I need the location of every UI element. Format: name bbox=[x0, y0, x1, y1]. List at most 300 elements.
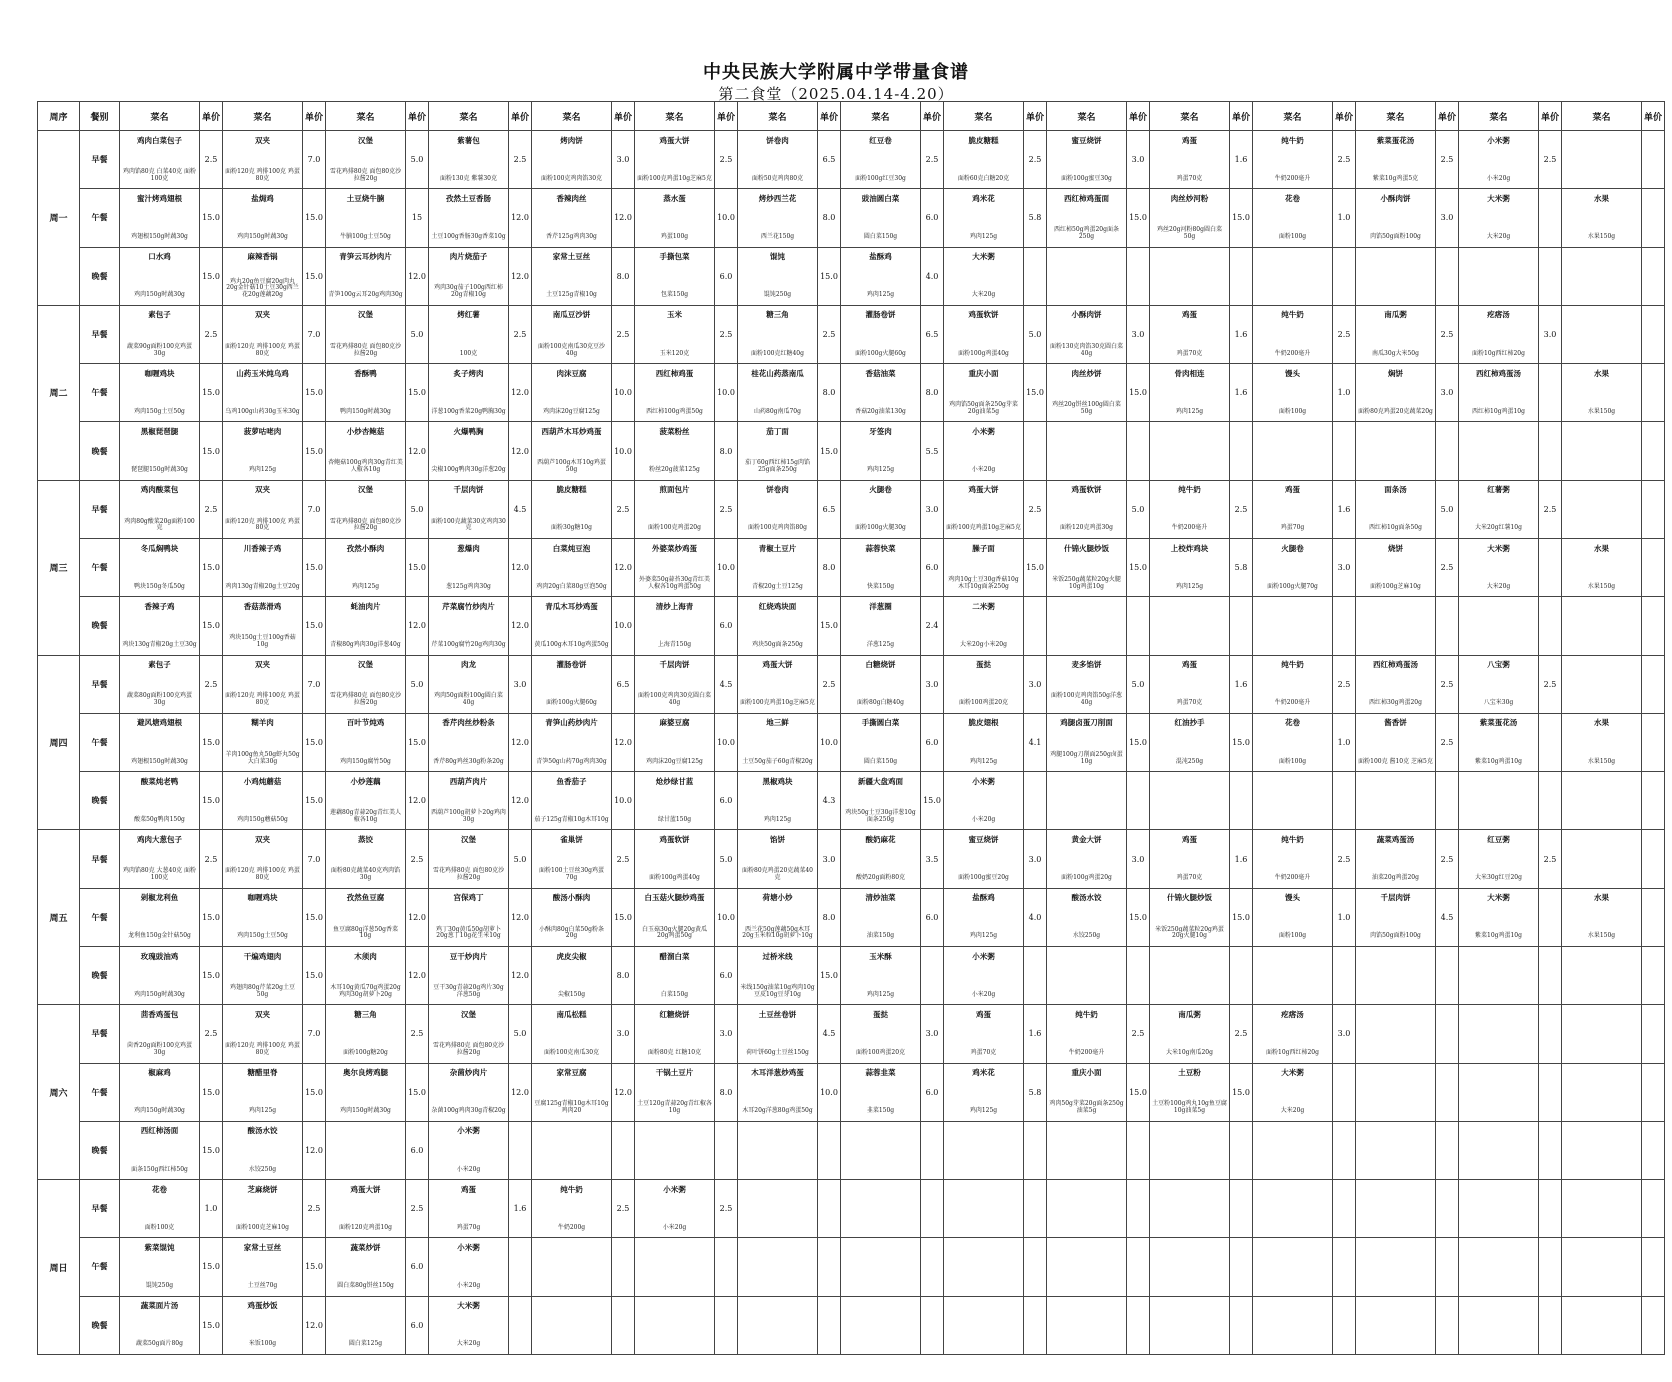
dish-cell bbox=[429, 189, 509, 247]
dish-cell bbox=[944, 247, 1024, 305]
table-row bbox=[38, 1005, 1665, 1063]
dish-cell bbox=[841, 1296, 921, 1354]
dish-price: 2.5 bbox=[200, 480, 223, 538]
dish-ingredients: 牛奶200毫升 bbox=[1274, 349, 1311, 357]
dish-price bbox=[1127, 247, 1150, 305]
dish-cell bbox=[944, 1238, 1024, 1296]
dish-cell bbox=[223, 1005, 303, 1063]
dish-name bbox=[1459, 1181, 1538, 1186]
dish-name: 香辣子鸡 bbox=[144, 601, 175, 611]
dish-ingredients: 土豆125g青椒10g bbox=[546, 291, 597, 299]
dish-ingredients: 洋葱100g香菜20g鸭胸30g bbox=[431, 407, 506, 415]
dish-ingredients: 西葫芦100g胡萝卜20g鸡肉30g bbox=[431, 808, 506, 823]
dish-name: 麻婆豆腐 bbox=[659, 718, 690, 728]
dish-ingredients bbox=[1562, 1290, 1641, 1295]
dish-ingredients: 鸡肉馅50g面条250g芽菜20g油菜5g bbox=[949, 400, 1018, 415]
dish-cell bbox=[120, 772, 200, 830]
dish-name: 水果 bbox=[1594, 893, 1609, 903]
dish-ingredients: 面粉100克芝麻10g bbox=[236, 1223, 289, 1231]
dish-name: 肉丝炒河粉 bbox=[1170, 193, 1209, 203]
dish-ingredients: 鸡丁30g黄瓜50g胡萝卜20g葱丁10g花生米10g bbox=[436, 925, 501, 940]
dish-cell bbox=[1356, 713, 1436, 771]
dish-cell bbox=[944, 888, 1024, 946]
dish-ingredients: 面粉100克红糖40g bbox=[751, 349, 804, 357]
dish-ingredients: 面粉10g西红柿20g bbox=[1266, 1048, 1319, 1056]
dish-price: 1.0 bbox=[1333, 189, 1356, 247]
header-price: 单价 bbox=[818, 102, 841, 131]
dish-name: 大米粥 bbox=[1281, 1068, 1304, 1078]
dish-cell bbox=[738, 131, 818, 189]
dish-name: 白糖烧饼 bbox=[865, 660, 896, 670]
dish-ingredients: 鸡肉125g bbox=[351, 582, 380, 590]
dish-ingredients bbox=[841, 1348, 920, 1353]
dish-name: 小炒莲藕 bbox=[350, 776, 381, 786]
dish-price: 15.0 bbox=[406, 364, 429, 422]
dish-cell bbox=[841, 946, 921, 1004]
dish-name bbox=[1562, 248, 1641, 253]
dish-cell bbox=[1253, 888, 1333, 946]
dish-price: 2.5 bbox=[1127, 1005, 1150, 1063]
dish-ingredients: 雪花鸡排80克 面包80克沙拉酱20g bbox=[432, 1042, 505, 1056]
dish-ingredients: 鸡肉馅80克 大葱40克 面粉100克 bbox=[122, 867, 197, 882]
dish-cell bbox=[738, 713, 818, 771]
dish-cell bbox=[944, 655, 1024, 713]
dish-name bbox=[841, 1239, 920, 1244]
dish-ingredients: 鸡翅根150g时蔬30g bbox=[131, 757, 188, 765]
dish-price: 1.6 bbox=[1333, 480, 1356, 538]
dish-price bbox=[1127, 597, 1150, 655]
dish-cell bbox=[326, 364, 406, 422]
dish-ingredients: 蔬菜90g面粉100克鸡蛋30g bbox=[127, 342, 192, 357]
dish-ingredients: 香菇20g油菜130g bbox=[855, 407, 906, 415]
dish-ingredients: 大米20g bbox=[1486, 233, 1511, 241]
dish-ingredients: 米饭250g蔬菜粒20g鸡蛋20g火腿10g bbox=[1155, 925, 1224, 940]
dish-name bbox=[1047, 773, 1126, 778]
dish-ingredients: 杂菌100g鸡肉30g青椒20g bbox=[431, 1107, 506, 1115]
dish-name: 鸡米花 bbox=[972, 193, 995, 203]
dish-cell bbox=[532, 713, 612, 771]
dish-cell bbox=[223, 946, 303, 1004]
dish-ingredients: 鸡肉50g芽菜20g面条250g油菜5g bbox=[1049, 1100, 1124, 1115]
meal-label: 早餐 bbox=[80, 480, 120, 538]
dish-price: 15.0 bbox=[303, 1063, 326, 1121]
dish-price bbox=[1642, 1063, 1665, 1121]
dish-cell bbox=[1356, 1180, 1436, 1238]
dish-cell bbox=[1253, 480, 1333, 538]
dish-cell bbox=[738, 247, 818, 305]
dish-cell bbox=[1047, 1296, 1127, 1354]
dish-cell bbox=[532, 946, 612, 1004]
dish-ingredients bbox=[1356, 1348, 1435, 1353]
dish-name: 蚝油肉片 bbox=[350, 601, 381, 611]
dish-name bbox=[1562, 306, 1641, 311]
dish-ingredients: 鸡肉150g蘑菇50g bbox=[237, 815, 288, 823]
dish-ingredients bbox=[841, 1173, 920, 1178]
dish-ingredients bbox=[1356, 649, 1435, 654]
dish-cell bbox=[1356, 946, 1436, 1004]
dish-cell bbox=[1562, 247, 1642, 305]
dish-cell bbox=[635, 597, 715, 655]
dish-cell bbox=[1562, 538, 1642, 596]
dish-name: 奥尔良烤鸡腿 bbox=[343, 1068, 388, 1078]
dish-cell bbox=[1047, 189, 1127, 247]
table-row bbox=[38, 1063, 1665, 1121]
dish-price: 6.0 bbox=[921, 888, 944, 946]
dish-ingredients: 米饭100g bbox=[248, 1340, 277, 1348]
meal-label: 晚餐 bbox=[80, 946, 120, 1004]
dish-name bbox=[1047, 1239, 1126, 1244]
dish-cell bbox=[738, 1005, 818, 1063]
dish-price: 12.0 bbox=[303, 1296, 326, 1354]
dish-name: 糖三角 bbox=[766, 310, 789, 320]
dish-name: 小米粥 bbox=[972, 776, 995, 786]
dish-cell bbox=[120, 597, 200, 655]
dish-ingredients bbox=[1253, 474, 1332, 479]
dish-name: 百叶节炖鸡 bbox=[346, 718, 385, 728]
dish-cell bbox=[429, 597, 509, 655]
dish-price: 4.0 bbox=[1024, 888, 1047, 946]
header-dish: 菜名 bbox=[120, 102, 200, 131]
dish-ingredients: 牛奶200g bbox=[557, 1223, 586, 1231]
dish-cell bbox=[1459, 247, 1539, 305]
dish-ingredients: 鸡肉125g bbox=[866, 466, 895, 474]
dish-name: 红油抄手 bbox=[1174, 718, 1205, 728]
dish-cell bbox=[1150, 131, 1230, 189]
dish-ingredients: 白玉菇30g火腿20g黄瓜20g鸡蛋50g bbox=[642, 925, 707, 940]
dish-price: 8.0 bbox=[818, 364, 841, 422]
table-row bbox=[38, 1238, 1665, 1296]
dish-name bbox=[1356, 598, 1435, 603]
dish-price: 1.6 bbox=[1024, 1005, 1047, 1063]
header-price: 单价 bbox=[921, 102, 944, 131]
dish-ingredients: 牛腩100g土豆50g bbox=[340, 233, 391, 241]
dish-ingredients: 面粉100g蜜豆30g bbox=[1061, 174, 1112, 182]
dish-cell bbox=[738, 655, 818, 713]
dish-ingredients: 大米20g bbox=[1280, 1107, 1305, 1115]
dish-price: 15.0 bbox=[200, 597, 223, 655]
dish-price bbox=[1539, 538, 1562, 596]
dish-name: 麻辣香锅 bbox=[247, 252, 278, 262]
dish-price: 5.0 bbox=[509, 830, 532, 888]
dish-cell bbox=[429, 1121, 509, 1179]
dish-price bbox=[1230, 1121, 1253, 1179]
dish-price: 8.0 bbox=[818, 189, 841, 247]
dish-cell bbox=[1356, 830, 1436, 888]
header-dish: 菜名 bbox=[738, 102, 818, 131]
dish-ingredients bbox=[1459, 299, 1538, 304]
dish-ingredients bbox=[944, 1290, 1023, 1295]
dish-price bbox=[509, 1238, 532, 1296]
dish-ingredients: 鸡肉125g bbox=[248, 466, 277, 474]
dish-ingredients: 西红柿10g面条50g bbox=[1369, 524, 1422, 532]
dish-name bbox=[1459, 1239, 1538, 1244]
dish-ingredients: 鸡蛋70克 bbox=[1176, 699, 1203, 707]
dish-name bbox=[1047, 248, 1126, 253]
dish-cell bbox=[1356, 1121, 1436, 1179]
dish-ingredients: 面粉100克鸡肉馅80g bbox=[748, 524, 807, 532]
dish-cell bbox=[841, 422, 921, 480]
dish-cell bbox=[738, 1238, 818, 1296]
dish-price: 12.0 bbox=[509, 538, 532, 596]
dish-ingredients: 小米20g bbox=[456, 1282, 481, 1290]
dish-ingredients bbox=[532, 1290, 611, 1295]
dish-name: 桂花山药蒸南瓜 bbox=[751, 368, 804, 378]
dish-name: 大米粥 bbox=[457, 1301, 480, 1311]
dish-name bbox=[635, 1122, 714, 1127]
dish-cell bbox=[944, 1180, 1024, 1238]
dish-ingredients bbox=[1047, 1232, 1126, 1237]
dish-price: 2.5 bbox=[1539, 131, 1562, 189]
dish-price: 2.5 bbox=[1539, 830, 1562, 888]
dish-name: 汉堡 bbox=[358, 485, 373, 495]
dish-ingredients: 面粉100g bbox=[1278, 407, 1307, 415]
dish-ingredients bbox=[1459, 649, 1538, 654]
dish-price bbox=[1436, 1238, 1459, 1296]
dish-cell bbox=[738, 1063, 818, 1121]
meal-label: 晚餐 bbox=[80, 1121, 120, 1179]
dish-name bbox=[1562, 132, 1641, 137]
dish-price: 1.6 bbox=[1230, 364, 1253, 422]
meal-label: 午餐 bbox=[80, 888, 120, 946]
dish-price: 12.0 bbox=[509, 364, 532, 422]
dish-ingredients bbox=[1356, 1057, 1435, 1062]
dish-name bbox=[738, 1297, 817, 1302]
page-title: 中央民族大学附属中学带量食谱 bbox=[703, 62, 969, 83]
dish-price: 8.0 bbox=[715, 1063, 738, 1121]
dish-price bbox=[1333, 1063, 1356, 1121]
dish-price: 7.0 bbox=[303, 655, 326, 713]
dish-cell bbox=[635, 946, 715, 1004]
dish-price: 1.0 bbox=[200, 1180, 223, 1238]
dish-price: 5.8 bbox=[1024, 1063, 1047, 1121]
dish-cell bbox=[429, 1005, 509, 1063]
dish-ingredients: 鸡翅肉80g芹菜20g土豆50g bbox=[230, 983, 295, 998]
dish-price: 3.0 bbox=[1127, 305, 1150, 363]
dish-cell bbox=[1150, 247, 1230, 305]
dish-ingredients: 面粉100g芝麻10g bbox=[1370, 582, 1421, 590]
dish-ingredients: 面粉120克 鸡排100克 鸡蛋80克 bbox=[225, 167, 300, 182]
dish-name: 青笋山药炒肉片 bbox=[545, 718, 598, 728]
dish-name bbox=[1253, 773, 1332, 778]
dish-price: 1.0 bbox=[1333, 713, 1356, 771]
dish-ingredients bbox=[1253, 999, 1332, 1004]
dish-ingredients bbox=[1047, 999, 1126, 1004]
dish-ingredients: 白菜150g bbox=[660, 990, 689, 998]
dish-ingredients: 大米20g bbox=[1486, 582, 1511, 590]
dish-ingredients bbox=[1459, 824, 1538, 829]
dish-ingredients: 西红柿10g鸡蛋10g bbox=[1472, 407, 1525, 415]
dish-ingredients: 牛奶200毫升 bbox=[1274, 174, 1311, 182]
dish-name: 纯牛奶 bbox=[1281, 135, 1304, 145]
dish-cell bbox=[635, 1063, 715, 1121]
dish-name: 糖醋里脊 bbox=[247, 1068, 278, 1078]
dish-price: 15.0 bbox=[1127, 888, 1150, 946]
dish-price: 2.5 bbox=[303, 1180, 326, 1238]
dish-name bbox=[1356, 1122, 1435, 1127]
meal-label: 晚餐 bbox=[80, 247, 120, 305]
dish-price: 5.0 bbox=[406, 655, 429, 713]
dish-cell bbox=[1459, 480, 1539, 538]
dish-ingredients: 牛奶200毫升 bbox=[1274, 874, 1311, 882]
dish-name: 家常豆腐 bbox=[556, 1068, 587, 1078]
dish-cell bbox=[635, 364, 715, 422]
dish-price: 12.0 bbox=[612, 1063, 635, 1121]
dish-name bbox=[532, 1122, 611, 1127]
dish-name: 玉米 bbox=[667, 310, 682, 320]
dish-name: 鸡蛋软饼 bbox=[1071, 485, 1102, 495]
dish-price bbox=[612, 1296, 635, 1354]
dish-cell bbox=[1562, 1063, 1642, 1121]
dish-price: 15.0 bbox=[200, 1238, 223, 1296]
dish-ingredients bbox=[944, 1348, 1023, 1353]
dish-name: 汉堡 bbox=[358, 660, 373, 670]
dish-price bbox=[1436, 1005, 1459, 1063]
dish-ingredients: 面粉130克肉馅30克圆白菜40g bbox=[1049, 342, 1124, 357]
dish-cell bbox=[1047, 1238, 1127, 1296]
dish-price: 15.0 bbox=[1024, 364, 1047, 422]
dish-name: 黑椒琵琶腿 bbox=[140, 427, 179, 437]
dish-name bbox=[1562, 1297, 1641, 1302]
dish-price bbox=[1436, 1296, 1459, 1354]
dish-cell bbox=[1047, 946, 1127, 1004]
dish-ingredients: 面粉100g红豆30g bbox=[855, 174, 906, 182]
dish-price bbox=[612, 1121, 635, 1179]
dish-ingredients: 面粉100克鸡肉馅50g洋葱40g bbox=[1051, 692, 1122, 707]
header-price: 单价 bbox=[1436, 102, 1459, 131]
dish-ingredients: 西葫芦100g木耳10g鸡蛋50g bbox=[537, 459, 606, 474]
dish-ingredients: 面粉80克蔬菜40克鸡肉馅30g bbox=[330, 867, 401, 882]
dish-name: 剁椒龙利鱼 bbox=[140, 893, 179, 903]
dish-ingredients: 面粉100g鸡蛋20g bbox=[1061, 874, 1112, 882]
dish-ingredients: 面粉100克鸡肉30克圆白菜40g bbox=[637, 692, 712, 707]
dish-name: 盐酥鸡 bbox=[972, 893, 995, 903]
dish-price: 12.0 bbox=[406, 888, 429, 946]
dish-name: 芝麻烧饼 bbox=[247, 1184, 278, 1194]
dish-price: 6.0 bbox=[406, 1238, 429, 1296]
dish-name: 脆皮糖糕 bbox=[556, 485, 587, 495]
dish-price: 1.6 bbox=[1230, 655, 1253, 713]
dish-name: 鸡蛋 bbox=[1182, 660, 1197, 670]
dish-price: 7.0 bbox=[303, 830, 326, 888]
dish-name: 鸡蛋大饼 bbox=[659, 135, 690, 145]
dish-cell bbox=[841, 1063, 921, 1121]
dish-name bbox=[1356, 1181, 1435, 1186]
dish-price: 15.0 bbox=[303, 1238, 326, 1296]
dish-ingredients: 荷叶饼60g土豆丝150g bbox=[746, 1048, 809, 1056]
header-price: 单价 bbox=[1539, 102, 1562, 131]
dish-name: 千层肉饼 bbox=[659, 660, 690, 670]
dish-cell bbox=[1253, 189, 1333, 247]
dish-name: 炙子烤肉 bbox=[453, 368, 484, 378]
dish-cell bbox=[120, 1180, 200, 1238]
dish-name: 大米粥 bbox=[972, 252, 995, 262]
dish-price: 10.0 bbox=[612, 422, 635, 480]
dish-name bbox=[1150, 773, 1229, 778]
dish-price: 2.5 bbox=[1333, 830, 1356, 888]
dish-name bbox=[944, 1181, 1023, 1186]
dish-price: 2.5 bbox=[406, 1005, 429, 1063]
dish-price: 3.0 bbox=[1333, 1005, 1356, 1063]
dish-price: 1.6 bbox=[1230, 830, 1253, 888]
dish-name: 西红柿鸡蛋汤 bbox=[1373, 660, 1418, 670]
dish-ingredients: 鱼豆腐80g洋葱50g香菜10g bbox=[333, 925, 398, 940]
dish-name: 干煸鸡翅肉 bbox=[243, 951, 282, 961]
dish-price bbox=[1436, 1121, 1459, 1179]
dish-cell bbox=[1047, 1063, 1127, 1121]
dish-cell bbox=[429, 422, 509, 480]
dish-price: 2.5 bbox=[612, 480, 635, 538]
dish-name: 小米粥 bbox=[1487, 135, 1510, 145]
dish-name: 二米粥 bbox=[972, 601, 995, 611]
dish-ingredients: 鸡肉150g时蔬30g bbox=[237, 233, 288, 241]
dish-price: 6.0 bbox=[406, 1296, 429, 1354]
dish-ingredients: 酸菜50g鸭肉150g bbox=[134, 815, 185, 823]
dish-name: 烤红薯 bbox=[457, 310, 480, 320]
dish-cell bbox=[532, 247, 612, 305]
dish-ingredients: 木耳20g洋葱80g鸡蛋50g bbox=[742, 1107, 813, 1115]
header-dish: 菜名 bbox=[532, 102, 612, 131]
dish-name: 干锅土豆片 bbox=[655, 1068, 694, 1078]
dish-name bbox=[1562, 773, 1641, 778]
dish-cell bbox=[429, 1238, 509, 1296]
dish-price bbox=[1333, 1121, 1356, 1179]
dish-price: 2.5 bbox=[200, 1005, 223, 1063]
dish-price: 4.5 bbox=[509, 480, 532, 538]
dish-ingredients: 鸡蛋100g bbox=[660, 233, 689, 241]
dish-ingredients: 玉米120克 bbox=[659, 349, 690, 357]
dish-name: 酸汤水饺 bbox=[247, 1126, 278, 1136]
dish-ingredients: 上海青150g bbox=[657, 641, 692, 648]
dish-name: 地三鲜 bbox=[766, 718, 789, 728]
dish-cell bbox=[223, 830, 303, 888]
dish-name: 脆皮翅根 bbox=[968, 718, 999, 728]
dish-cell bbox=[841, 480, 921, 538]
dish-price: 12.0 bbox=[509, 247, 532, 305]
dish-ingredients: 鸡块50g土豆30g洋葱10g面条250g bbox=[845, 808, 916, 823]
dish-ingredients: 鸡肉130g青椒20g土豆20g bbox=[225, 582, 300, 590]
dish-ingredients: 混沌250g bbox=[1175, 757, 1204, 765]
dish-ingredients: 牛奶200毫升 bbox=[1171, 524, 1208, 532]
dish-cell bbox=[841, 713, 921, 771]
dish-name bbox=[1562, 1064, 1641, 1069]
dish-price bbox=[1539, 1296, 1562, 1354]
page-subtitle: 第二食堂（2025.04.14-4.20） bbox=[718, 85, 954, 103]
dish-cell bbox=[1150, 772, 1230, 830]
dish-ingredients: 乌鸡100g山药30g玉米30g bbox=[225, 407, 300, 415]
dish-ingredients: 鸡肉150g时蔬30g bbox=[134, 291, 185, 299]
dish-cell bbox=[532, 1180, 612, 1238]
dish-price: 6.0 bbox=[921, 713, 944, 771]
day-label: 周一 bbox=[38, 131, 80, 306]
header-price: 单价 bbox=[406, 102, 429, 131]
dish-name bbox=[1253, 948, 1332, 953]
dish-price: 6.5 bbox=[818, 480, 841, 538]
dish-cell bbox=[326, 1005, 406, 1063]
dish-ingredients: 西红柿30g鸡蛋20g bbox=[1369, 699, 1422, 707]
dish-ingredients: 小米20g bbox=[1486, 174, 1511, 182]
dish-ingredients: 鸭肉150g时蔬30g bbox=[340, 407, 391, 415]
dish-name: 避风塘鸡翅根 bbox=[137, 718, 182, 728]
dish-price bbox=[1642, 422, 1665, 480]
dish-ingredients: 蔬菜50g面片80g bbox=[136, 1340, 183, 1348]
dish-name bbox=[841, 1122, 920, 1127]
dish-cell bbox=[429, 247, 509, 305]
dish-price bbox=[1333, 1180, 1356, 1238]
dish-cell bbox=[1150, 1121, 1230, 1179]
dish-name: 什锦火腿炒饭 bbox=[1167, 893, 1212, 903]
dish-cell bbox=[1356, 247, 1436, 305]
dish-cell bbox=[223, 597, 303, 655]
